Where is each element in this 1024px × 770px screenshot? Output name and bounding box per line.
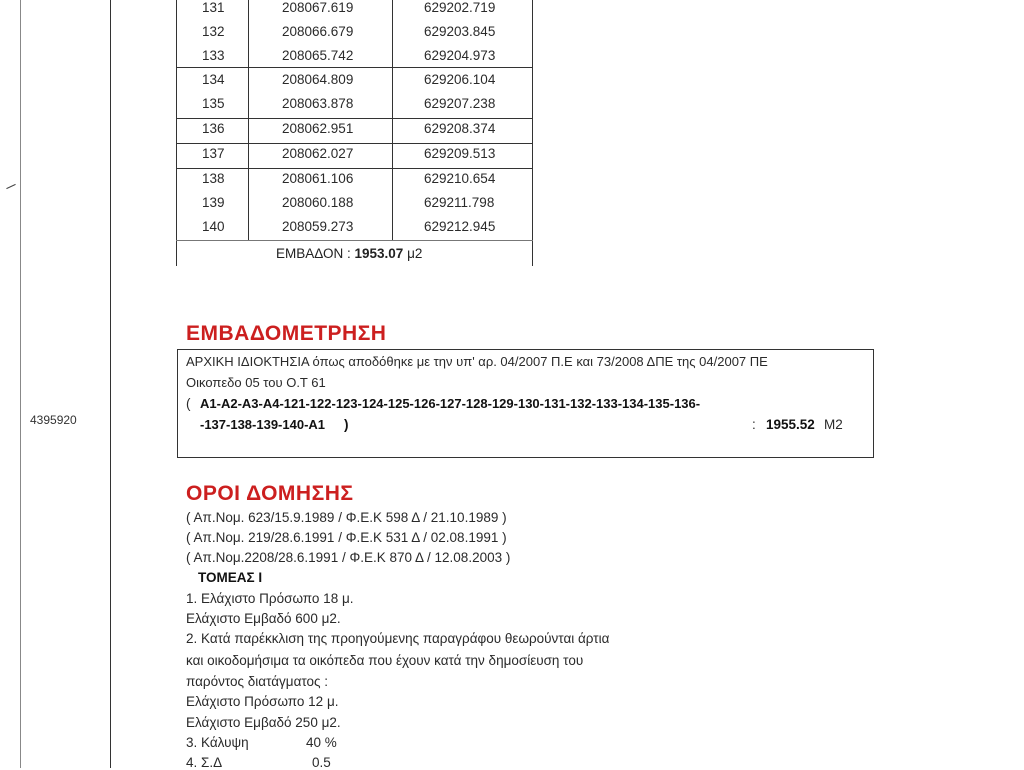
close-paren: ) [344,417,349,432]
legal-reference: ( Απ.Νομ. 219/28.6.1991 / Φ.Ε.Κ 531 Δ / 02.08.1991 ) [186,530,507,545]
table-row [176,117,534,141]
coverage-value: 40 % [306,735,337,750]
measurement-area-value: 1955.52 [766,417,815,432]
term-line: 1. Ελάχιστο Πρόσωπο 18 μ. [186,591,354,606]
y-coordinate: 629203.845 [424,24,496,39]
table-row [176,0,534,20]
x-coordinate: 208063.878 [282,96,354,111]
coverage-label: 3. Κάλυψη [186,735,249,750]
y-coordinate: 629211.798 [424,195,495,210]
point-number: 140 [202,219,225,234]
table-row [176,191,534,215]
y-coordinate: 629209.513 [424,146,496,161]
table-row [176,44,534,68]
y-coordinate: 629206.104 [424,72,496,87]
x-coordinate: 208061.106 [282,171,354,186]
term-line: Ελάχιστο Πρόσωπο 12 μ. [186,694,339,709]
sector-label: ΤΟΜΕΑΣ Ι [198,570,263,585]
table-area-total [276,246,422,261]
far-label: 4. Σ.Δ [186,755,223,770]
x-coordinate: 208062.951 [282,121,354,136]
x-coordinate: 208059.273 [282,219,354,234]
term-line: παρόντος διατάγματος : [186,674,329,689]
y-coordinate: 629202.719 [424,0,496,15]
measurement-heading: ΕΜΒΑΔΟΜΕΤΡΗΣΗ [186,322,387,345]
left-margin-line [20,0,21,768]
y-coordinate: 629204.973 [424,48,496,63]
open-paren: ( [186,396,191,411]
point-number: 133 [202,48,225,63]
area-colon: : [752,417,756,432]
area-value: 1953.07 [354,246,404,261]
measurement-line-1: ΑΡΧΙΚΗ ΙΔΙΟΚΤΗΣΙΑ όπως αποδόθηκε με την υπ' αρ. 04/2007 Π.Ε και 73/2008 ΔΠΕ της 04/2007 ΠΕ [186,354,768,369]
point-number: 137 [202,146,225,161]
measurement-area-unit: Μ2 [824,417,843,432]
measurement-line-2: Οικοπεδο 05 του Ο.Τ 61 [186,375,326,390]
y-coordinate: 629210.654 [424,171,496,186]
x-coordinate: 208062.027 [282,146,354,161]
table-row [176,167,534,191]
table-row [176,92,534,116]
y-coordinate: 629208.374 [424,121,496,136]
side-coordinate-label: 4395920 [30,413,77,427]
x-coordinate: 208067.619 [282,0,354,15]
table-row [176,215,534,239]
point-number: 134 [202,72,225,87]
tick-mark [6,184,15,189]
boundary-points-line-1: Α1-Α2-Α3-Α4-121-122-123-124-125-126-127-128-129-130-131-132-133-134-135-136- [200,396,701,411]
point-number: 136 [202,121,225,136]
x-coordinate: 208064.809 [282,72,354,87]
term-line: Ελάχιστο Εμβαδό 600 μ2. [186,611,341,626]
table-row [176,20,534,44]
y-coordinate: 629207.238 [424,96,496,111]
area-label: ΕΜΒΑΔΟΝ : [276,246,351,261]
point-number: 139 [202,195,225,210]
x-coordinate: 208060.188 [282,195,354,210]
y-coordinate: 629212.945 [424,219,496,234]
far-value: 0.5 [312,755,331,770]
building-terms-heading: ΟΡΟΙ ΔΟΜΗΣΗΣ [186,482,354,505]
term-line: Ελάχιστο Εμβαδό 250 μ2. [186,715,341,730]
legal-reference: ( Απ.Νομ. 623/15.9.1989 / Φ.Ε.Κ 598 Δ / 21.10.1989 ) [186,510,507,525]
point-number: 135 [202,96,225,111]
left-border-line [110,0,111,768]
x-coordinate: 208066.679 [282,24,354,39]
table-row [176,68,534,92]
point-number: 132 [202,24,225,39]
term-line: 2. Κατά παρέκκλιση της προηγούμενης παραγράφου θεωρούνται άρτια [186,631,610,646]
table-row [176,142,534,166]
point-number: 138 [202,171,225,186]
point-number: 131 [202,0,225,15]
area-unit: μ2 [407,246,423,261]
legal-reference: ( Απ.Νομ.2208/28.6.1991 / Φ.Ε.Κ 870 Δ / 12.08.2003 ) [186,550,511,565]
x-coordinate: 208065.742 [282,48,354,63]
term-line: και οικοδομήσιμα τα οικόπεδα που έχουν κατά την δημοσίευση του [186,653,584,668]
boundary-points-line-2: -137-138-139-140-Α1 [200,417,326,432]
